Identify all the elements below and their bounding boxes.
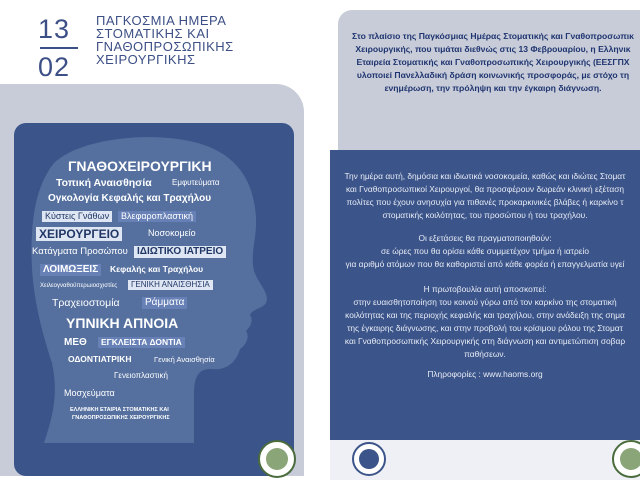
poster-title <box>96 14 306 66</box>
word: ΓΕΝΙΚΗ ΑΝΑΙΣΘΗΣΙΑ <box>128 280 213 290</box>
intro-line: ενημέρωση, την πρόληψη και την έγκαιρη διάγνωση. <box>384 83 602 93</box>
word: Γενειοπλαστική <box>114 371 168 380</box>
paragraph-line: στην ευαισθητοποίηση του κοινού γύρω από τον καρκίνο της στοματική <box>353 297 617 307</box>
paragraph-line: παθήσεων. <box>464 349 506 359</box>
word: ΜΕΘ <box>64 337 87 348</box>
word: ΕΓΚΛΕΙΣΤΑ ΔΟΝΤΙΑ <box>98 337 185 348</box>
poster-title-line: ΓΝΑΘΟΠΡΟΣΩΠΙΚΗΣ <box>96 39 234 54</box>
society-name-line: ΓΝΑΘΟΠΡΟΣΩΠΙΚΗΣ ΧΕΙΡΟΥΡΓΙΚΗΣ <box>72 415 170 421</box>
date-divider <box>40 47 78 49</box>
association-logo-icon <box>352 442 386 476</box>
word: ΛΟΙΜΩΞΕΙΣ <box>40 264 101 276</box>
date-day: 13 <box>38 14 71 44</box>
paragraph-line: για αριθμό ατόμων που θα καθοριστεί από κάθε φορέα ή επαγγελματία υγεί <box>345 259 625 269</box>
right-poster <box>330 0 640 480</box>
paragraph-line: Την ημέρα αυτή, δημόσια και ιδιωτικά νοσοκομεία, καθώς και ιδιώτες Στοματ <box>344 171 626 181</box>
paragraph-line: σε ώρες που θα ορίσει κάθε συμμετέχον τμήμα ή ιατρείο <box>380 246 589 256</box>
paragraph-line: Η πρωτοβουλία αυτή αποσκοπεί: <box>423 284 547 294</box>
poster-title-line: ΣΤΟΜΑΤΙΚΗΣ ΚΑΙ <box>96 26 210 41</box>
intro-paragraph <box>348 30 638 95</box>
paragraph-line: κοιλότητας και της περιοχής κεφαλής και τραχήλου, στην ανάδειξη της σημα <box>345 310 625 320</box>
word: ΓΝΑΘΟΧΕΙΡΟΥΡΓΙΚΗ <box>68 158 212 174</box>
word: Κύστεις Γνάθων <box>42 211 112 222</box>
word: Βλεφαροπλαστική <box>118 211 196 222</box>
word: Κατάγματα Προσώπου <box>32 246 128 257</box>
word: Χειλεογναθοϋπερωιοσχιστίες <box>40 283 118 289</box>
society-seal-icon <box>258 440 296 478</box>
word: Γενική Αναισθησία <box>154 355 215 364</box>
paragraph-line: Οι εξετάσεις θα πραγματοποιηθούν: <box>418 233 552 243</box>
word: Εμφυτεύματα <box>172 178 220 187</box>
intro-line: υλοποιεί Πανελλαδική δράση κοινωνικής προσφοράς, με στόχο τη <box>356 70 630 80</box>
word: Τοπική Αναισθησία <box>56 177 152 189</box>
word: Τραχειοστομία <box>52 297 120 309</box>
word: ΙΔΙΩΤΙΚΟ ΙΑΤΡΕΙΟ <box>134 246 226 258</box>
word: Κεφαλής και Τραχήλου <box>110 264 204 274</box>
word: ΥΠΝΙΚΗ ΑΠΝΟΙΑ <box>66 315 179 331</box>
intro-line: Εταιρεία Στοματικής και Γναθοπροσωπικής Χειρουργικής (ΕΕΣΓΠΧ <box>356 57 630 67</box>
date-month: 02 <box>38 52 71 82</box>
paragraph-line: πολίτες που έχουν ανησυχία για πιθανές προκαρκινικές βλάβες ή καρκίνο τ <box>346 197 624 207</box>
intro-line: Στο πλαίσιο της Παγκόσμιας Ημέρας Στοματικής και Γναθοπροσωπικ <box>352 31 634 41</box>
paragraph-line: και Γναθοπροσωπικής Χειρουργικής στη διάγνωση και αντιμετώπιση σοβαρ <box>344 336 626 346</box>
word-cloud-card <box>14 123 294 476</box>
word: Νοσοκομείο <box>148 228 196 238</box>
poster-title-line: ΧΕΙΡΟΥΡΓΙΚΗΣ <box>96 52 196 67</box>
initiative-paragraph <box>330 283 640 361</box>
exams-paragraph <box>330 232 640 271</box>
intro-line: Χειρουργικής, που τιμάται διεθνώς στις 13 Φεβρουαρίου, η Ελληνικ <box>355 44 631 54</box>
word: Μοσχεύματα <box>64 388 115 398</box>
word: Ράμματα <box>142 297 187 309</box>
word: ΟΔΟΝΤΙΑΤΡΙΚΗ <box>68 354 132 364</box>
word: Ογκολογία Κεφαλής και Τραχήλου <box>48 193 212 204</box>
society-name-line: ΕΛΛΗΝΙΚΗ ΕΤΑΙΡΙΑ ΣΤΟΜΑΤΙΚΗΣ ΚΑΙ <box>70 407 169 413</box>
paragraph-line: της έγκαιρης διάγνωσης, και στην προβολή του κρίσιμου ρόλου της Στοματ <box>347 323 623 333</box>
paragraph-line: και Γναθοπροσωπικοί Χειρουργοί, θα προσφέρουν δωρεάν κλινική εξέταση <box>345 184 625 194</box>
poster-title-line: ΠΑΓΚΟΣΜΙΑ ΗΜΕΡΑ <box>96 13 227 28</box>
paragraph-line: στοματικής κοιλότητας, του προσώπου ή του τραχήλου. <box>382 210 588 220</box>
word: ΧΕΙΡΟΥΡΓΕΙΟ <box>36 227 122 241</box>
date-block <box>38 14 71 82</box>
day-paragraph <box>330 170 640 222</box>
info-line: Πληροφορίες : www.haoms.org <box>427 369 543 379</box>
